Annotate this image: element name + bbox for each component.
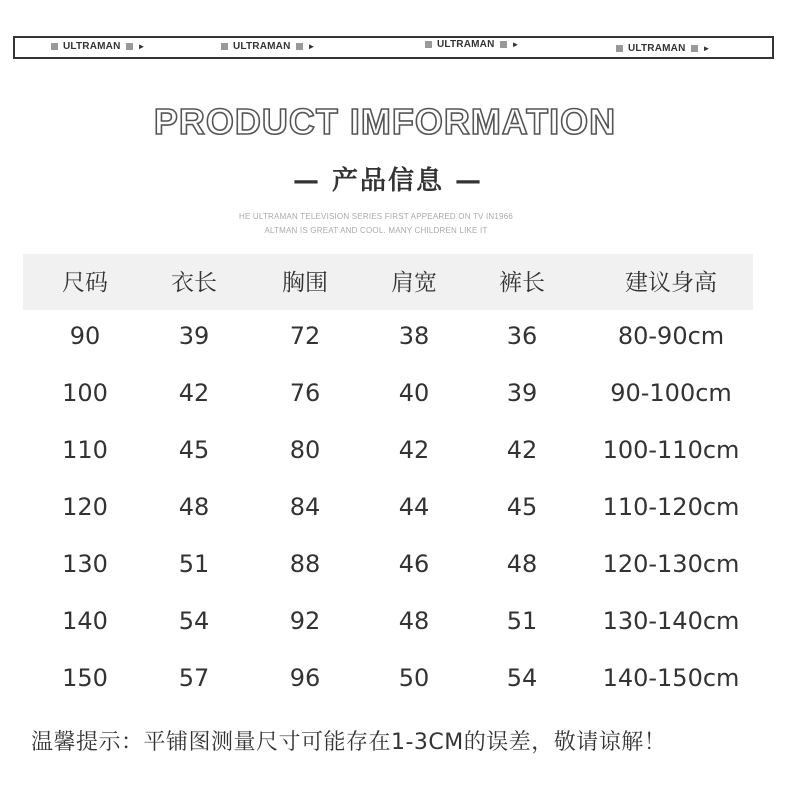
subtitle-line-1: HE ULTRAMAN TELEVISION SERIES FIRST APPEARED ON TV IN1966 <box>239 212 513 221</box>
arrow-right-icon: ► <box>702 44 711 53</box>
table-cell: 38 <box>398 322 430 350</box>
table-cell: 88 <box>289 550 321 578</box>
square-icon <box>500 41 507 48</box>
table-cell: 90 <box>69 322 101 350</box>
table-header-cell: 裤长 <box>499 270 545 296</box>
table-cell: 150 <box>62 664 108 692</box>
table-cell: 40 <box>398 379 430 407</box>
table-cell: 120 <box>62 493 108 521</box>
arrow-right-icon: ► <box>511 40 520 49</box>
table-cell: 80-90cm <box>617 322 725 350</box>
square-icon <box>425 41 432 48</box>
table-cell: 140-150cm <box>602 664 740 692</box>
table-header-cell: 衣长 <box>171 270 217 296</box>
table-header-cell: 建议身高 <box>625 270 717 296</box>
table-cell: 140 <box>62 607 108 635</box>
table-cell: 76 <box>289 379 321 407</box>
square-icon <box>296 43 303 50</box>
measurement-note: 温馨提示：平铺图测量尺寸可能存在1-3CM的误差，敬请谅解！ <box>31 730 667 755</box>
table-cell: 44 <box>398 493 430 521</box>
table-header-cell: 尺码 <box>62 270 108 296</box>
brand-banner <box>13 36 774 59</box>
square-icon <box>51 43 58 50</box>
table-cell: 57 <box>178 664 210 692</box>
table-cell: 80 <box>289 436 321 464</box>
table-cell: 48 <box>178 493 210 521</box>
table-cell: 45 <box>178 436 210 464</box>
table-cell: 48 <box>398 607 430 635</box>
table-cell: 100 <box>62 379 108 407</box>
square-icon <box>691 45 698 52</box>
square-icon <box>616 45 623 52</box>
table-cell: 46 <box>398 550 430 578</box>
table-cell: 130 <box>62 550 108 578</box>
table-header-cell: 胸围 <box>282 270 328 296</box>
table-cell: 48 <box>506 550 538 578</box>
arrow-right-icon: ► <box>137 42 146 51</box>
table-cell: 96 <box>289 664 321 692</box>
brand-tag <box>616 43 711 54</box>
brand-tag <box>51 41 146 52</box>
square-icon <box>126 43 133 50</box>
brand-tag <box>221 41 316 52</box>
table-cell: 42 <box>178 379 210 407</box>
arrow-right-icon: ► <box>307 42 316 51</box>
brand-text: ULTRAMAN <box>437 39 495 50</box>
table-cell: 51 <box>506 607 538 635</box>
table-cell: 130-140cm <box>602 607 740 635</box>
table-cell: 90-100cm <box>610 379 732 407</box>
table-cell: 50 <box>398 664 430 692</box>
brand-text: ULTRAMAN <box>628 43 686 54</box>
brand-text: ULTRAMAN <box>233 41 291 52</box>
table-cell: 120-130cm <box>602 550 740 578</box>
table-cell: 72 <box>289 322 321 350</box>
table-cell: 39 <box>178 322 210 350</box>
title-chinese: — 产品信息 — <box>292 166 484 196</box>
subtitle-line-2: ALTMAN IS GREAT AND COOL. MANY CHILDREN LIKE IT <box>264 226 488 235</box>
table-cell: 45 <box>506 493 538 521</box>
table-cell: 36 <box>506 322 538 350</box>
table-cell: 110-120cm <box>602 493 740 521</box>
table-cell: 100-110cm <box>602 436 740 464</box>
table-cell: 54 <box>506 664 538 692</box>
table-cell: 42 <box>506 436 538 464</box>
table-header-cell: 肩宽 <box>391 270 437 296</box>
brand-text: ULTRAMAN <box>63 41 121 52</box>
table-cell: 92 <box>289 607 321 635</box>
square-icon <box>221 43 228 50</box>
table-cell: 110 <box>62 436 108 464</box>
table-cell: 84 <box>289 493 321 521</box>
table-cell: 54 <box>178 607 210 635</box>
table-cell: 39 <box>506 379 538 407</box>
brand-tag <box>425 39 520 50</box>
table-cell: 42 <box>398 436 430 464</box>
title-english: PRODUCT IMFORMATION <box>153 101 617 142</box>
table-cell: 51 <box>178 550 210 578</box>
